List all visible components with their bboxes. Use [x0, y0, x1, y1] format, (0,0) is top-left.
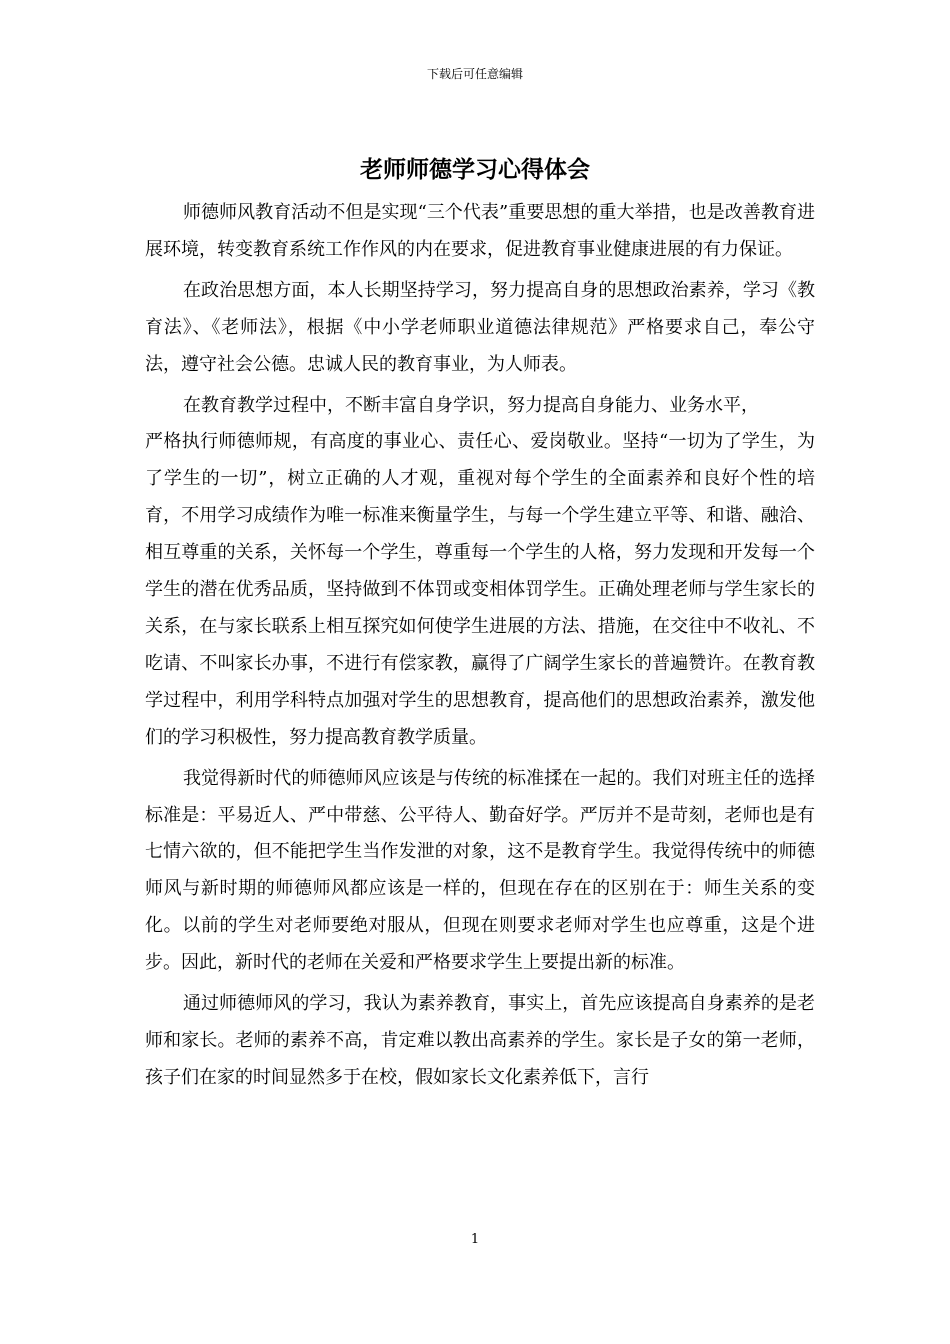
paragraph: 通过师德师风的学习，我认为素养教育，事实上，首先应该提高自身素养的是老师和家长。老师的素养不高，肯定难以教出高素养的学生。家长是子女的第一老师，孩子们在家的时间显然多于在校，假如家长文化素养低下，言行	[145, 993, 815, 1088]
page-number: 1	[470, 1232, 480, 1247]
document-body	[145, 195, 815, 1101]
header-note: 下载后可任意编辑	[426, 67, 523, 81]
paragraph: 我觉得新时代的师德师风应该是与传统的标准揉在一起的。我们对班主任的选择标准是：平易近人、严中带慈、公平待人、勤奋好学。严厉并不是苛刻，老师也是有七情六欲的，但不能把学生当作发泄的对象，这不是教育学生。我觉得传统中的师德师风与新时期的师德师风都应该是一样的，但现在存在的区别在于：师生关系的变化。以前的学生对老师要绝对服从，但现在则要求老师对学生也应尊重，这是个进步。因此，新时代的老师在关爱和严格要求学生上要提出新的标准。	[145, 767, 815, 974]
paragraph: 师德师风教育活动不但是实现“三个代表”重要思想的重大举措，也是改善教育进展环境，转变教育系统工作作风的内在要求，促进教育事业健康进展的有力保证。	[145, 202, 815, 260]
document-title: 老师师德学习心得体会	[360, 156, 590, 183]
paragraph: 在政治思想方面，本人长期坚持学习，努力提高自身的思想政治素养，学习《教育法》、《老师法》，根据《中小学老师职业道德法律规范》严格要求自己，奉公守法，遵守社会公德。忠诚人民的教育事业，为人师表。	[145, 279, 815, 375]
paragraph: 在教育教学过程中，不断丰富自身学识，努力提高自身能力、业务水平， 严格执行师德师规，有高度的事业心、责任心、爱岗敬业。坚持“一切为了学生，为了学生的一切”，树立正确的人才观，重视对每个学生的全面素养和良好个性的培育，不用学习成绩作为唯一标准来衡量学生，与每一个学生建立平等、和谐、融洽、相互尊重的关系，关怀每一个学生，尊重每一个学生的人格，努力发现和开发每一个学生的潜在优秀品质，坚持做到不体罚或变相体罚学生。正确处理老师与学生家长的关系，在与家长联系上相互探究如何使学生进展的方法、措施，在交往中不收礼、不吃请、不叫家长办事，不进行有偿家教，赢得了广阔学生家长的普遍赞许。在教育教学过程中，利用学科特点加强对学生的思想教育，提高他们的思想政治素养，激发他们的学习积极性，努力提高教育教学质量。	[145, 394, 815, 748]
